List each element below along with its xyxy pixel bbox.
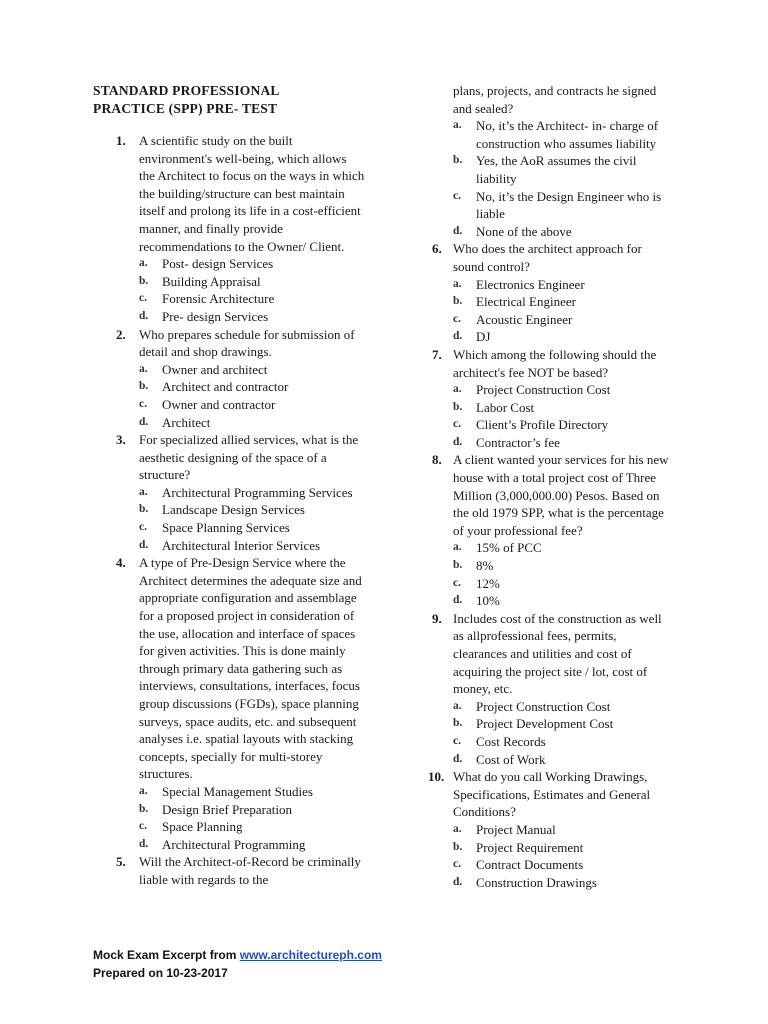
answer-option[interactable] [139, 414, 365, 432]
question-options [453, 381, 672, 451]
answer-option[interactable] [453, 188, 672, 223]
option-text: Cost of Work [476, 751, 546, 767]
question-item [93, 431, 365, 554]
answer-option[interactable] [139, 308, 365, 326]
option-letter: d. [453, 752, 463, 765]
option-text: Project Development Cost [476, 716, 614, 732]
option-text: Client’s Profile Directory [476, 417, 609, 433]
option-letter: a. [139, 784, 148, 797]
option-letter: c. [453, 189, 461, 202]
answer-option[interactable] [453, 698, 672, 716]
answer-option[interactable] [139, 818, 365, 836]
option-letter: b. [139, 380, 149, 393]
option-letter: c. [453, 418, 461, 431]
answer-option[interactable] [453, 821, 672, 839]
option-letter: a. [453, 699, 462, 712]
option-text: Project Manual [476, 821, 556, 837]
option-letter: d. [139, 538, 149, 551]
option-letter: b. [139, 274, 149, 287]
answer-option[interactable] [453, 311, 672, 329]
option-text: Construction Drawings [476, 874, 597, 890]
question-number: 2. [116, 326, 126, 342]
option-letter: b. [453, 559, 463, 572]
option-letter: d. [453, 875, 463, 888]
answer-option[interactable] [453, 557, 672, 575]
option-text: Architectural Programming [162, 836, 306, 852]
answer-option[interactable] [453, 117, 672, 152]
answer-option[interactable] [453, 416, 672, 434]
answer-option[interactable] [139, 396, 365, 414]
question-item [428, 610, 672, 768]
option-letter: b. [139, 503, 149, 516]
question-options [453, 821, 672, 891]
footer [93, 947, 382, 982]
option-letter: c. [453, 576, 461, 589]
option-text: Project Requirement [476, 839, 584, 855]
question-options [139, 484, 365, 554]
question-item [93, 132, 365, 326]
option-letter: b. [139, 802, 149, 815]
title-line-2: PRACTICE (SPP) PRE- TEST [93, 101, 278, 116]
question-text: Which among the following should the architect's fee NOT be based? [453, 346, 657, 380]
answer-option[interactable] [453, 434, 672, 452]
question-item [93, 853, 365, 888]
option-text: Building Appraisal [162, 273, 261, 289]
answer-option[interactable] [453, 293, 672, 311]
option-text: Contract Documents [476, 857, 584, 873]
question-text: Who prepares schedule for submission of detail and shop drawings. [139, 326, 355, 360]
question-continuation [428, 82, 672, 117]
option-text: Labor Cost [476, 399, 535, 415]
question-item [428, 346, 672, 452]
answer-option[interactable] [139, 484, 365, 502]
option-text: Special Management Studies [162, 783, 313, 799]
option-text: No, it’s the Architect- in- charge of construction who assumes liability [476, 118, 659, 151]
question-number: 5. [116, 854, 126, 870]
answer-option[interactable] [453, 223, 672, 241]
question-text: Will the Architect-of-Record be criminally liable with regards to the [139, 854, 361, 887]
option-letter: d. [139, 309, 149, 322]
option-text: Design Brief Preparation [162, 801, 292, 817]
option-letter: a. [453, 277, 462, 290]
answer-option[interactable] [453, 152, 672, 187]
answer-option[interactable] [453, 839, 672, 857]
answer-option[interactable] [139, 519, 365, 537]
question-item [428, 240, 672, 346]
question-options [139, 783, 365, 853]
right-column [428, 82, 672, 891]
question-number: 9. [432, 610, 442, 626]
option-text: Space Planning Services [162, 520, 290, 536]
option-text: 12% [476, 575, 500, 591]
option-text: Acoustic Engineer [476, 311, 573, 327]
question-number: 8. [432, 452, 442, 468]
title-line-1: STANDARD PROFESSIONAL [93, 83, 280, 98]
question-options [139, 361, 365, 431]
answer-option[interactable] [139, 290, 365, 308]
question-text-continued: plans, projects, and contracts he signed and sealed? [453, 83, 657, 116]
option-letter: b. [453, 840, 463, 853]
answer-option[interactable] [453, 381, 672, 399]
answer-option[interactable] [139, 273, 365, 291]
answer-option[interactable] [453, 399, 672, 417]
answer-option[interactable] [453, 733, 672, 751]
question-number: 10. [428, 769, 445, 785]
question-text: A scientific study on the built environment's well-being, which allows the Architect to focus on the ways in which the building/structure can best maintain itself and prolong its life in a cost-efficient manner, and finally provide recommendations to the Owner/ Client. [139, 133, 365, 254]
question-options [428, 117, 672, 240]
option-text: Electronics Engineer [476, 276, 585, 292]
option-text: Architect and contractor [162, 379, 289, 395]
option-text: Cost Records [476, 733, 546, 749]
option-letter: d. [139, 415, 149, 428]
answer-option[interactable] [453, 276, 672, 294]
answer-option[interactable] [453, 856, 672, 874]
option-letter: b. [453, 400, 463, 413]
question-number: 4. [116, 555, 126, 571]
question-text: What do you call Working Drawings, Specifications, Estimates and General Conditions? [453, 769, 651, 820]
question-options [453, 698, 672, 768]
question-options [453, 539, 672, 609]
option-letter: d. [453, 435, 463, 448]
question-text: For specialized allied services, what is the aesthetic designing of the space of a structure? [139, 432, 359, 483]
option-text: None of the above [476, 223, 572, 239]
option-text: Owner and contractor [162, 396, 276, 412]
question-item [428, 451, 672, 609]
option-letter: a. [453, 541, 462, 554]
option-letter: a. [453, 822, 462, 835]
option-text: Project Construction Cost [476, 382, 611, 398]
option-letter: d. [139, 837, 149, 850]
answer-option[interactable] [453, 592, 672, 610]
question-text: Who does the architect approach for sound control? [453, 241, 642, 274]
option-text: No, it’s the Design Engineer who is liable [476, 188, 662, 222]
option-letter: b. [453, 295, 463, 308]
left-column [93, 82, 365, 889]
option-letter: d. [453, 330, 463, 343]
option-text: DJ [476, 329, 491, 345]
option-text: Contractor’s fee [476, 434, 560, 450]
option-letter: a. [139, 257, 148, 270]
option-letter: a. [453, 119, 462, 132]
option-letter: c. [139, 292, 147, 305]
option-text: Landscape Design Services [162, 502, 305, 518]
option-text: 15% of PCC [476, 540, 542, 556]
option-text: Forensic Architecture [162, 291, 275, 307]
option-text: Architect [162, 414, 211, 430]
question-item [93, 326, 365, 432]
option-letter: a. [139, 485, 148, 498]
answer-option[interactable] [453, 715, 672, 733]
option-text: Architectural Interior Services [162, 537, 321, 553]
question-text: A client wanted your services for his new house with a total project cost of Three Million (3,000,000.00) Pesos. Based on the old 1979 SPP, what is the percentage of your professional fee? [453, 452, 669, 538]
question-options [139, 255, 365, 325]
question-number: 3. [116, 432, 126, 448]
option-letter: c. [139, 397, 147, 410]
footer-excerpt-label: Mock Exam Excerpt from [93, 948, 240, 962]
option-text: 10% [476, 593, 500, 609]
answer-option[interactable] [453, 328, 672, 346]
option-text: Yes, the AoR assumes the civil liability [476, 153, 637, 186]
page-title [93, 82, 365, 118]
option-letter: b. [453, 154, 463, 167]
option-letter: c. [453, 734, 461, 747]
option-letter: c. [453, 858, 461, 871]
footer-excerpt-line [93, 947, 382, 965]
answer-option[interactable] [139, 501, 365, 519]
option-text: Space Planning [162, 819, 243, 835]
option-letter: c. [453, 312, 461, 325]
answer-option[interactable] [453, 751, 672, 769]
answer-option[interactable] [139, 255, 365, 273]
option-text: Electrical Engineer [476, 294, 576, 310]
option-letter: c. [139, 521, 147, 534]
option-letter: b. [453, 717, 463, 730]
option-text: Project Construction Cost [476, 698, 611, 714]
option-text: Owner and architect [162, 361, 268, 377]
answer-option[interactable] [139, 378, 365, 396]
question-text: Includes cost of the construction as well as allprofessional fees, permits, clearances and utilities and cost of acquiring the project site / lot, cost of money, etc. [453, 610, 662, 697]
question-number: 6. [432, 241, 442, 257]
question-item [93, 554, 365, 853]
option-text: Pre- design Services [162, 308, 269, 324]
question-number: 1. [116, 133, 126, 148]
option-text: 8% [476, 558, 494, 574]
option-letter: c. [139, 820, 147, 833]
question-options [453, 276, 672, 346]
option-letter: d. [453, 224, 463, 237]
website-link[interactable]: www.architectureph.com [239, 948, 382, 962]
answer-option[interactable] [453, 539, 672, 557]
footer-prepared-date: Prepared on 10-23-2017 [93, 965, 228, 980]
answer-option[interactable] [453, 575, 672, 593]
answer-option[interactable] [139, 801, 365, 819]
answer-option[interactable] [453, 874, 672, 892]
option-letter: a. [139, 362, 148, 375]
answer-option[interactable] [139, 537, 365, 555]
answer-option[interactable] [139, 361, 365, 379]
option-letter: d. [453, 594, 463, 607]
option-letter: a. [453, 383, 462, 396]
answer-option[interactable] [139, 783, 365, 801]
question-text: A type of Pre-Design Service where the Architect determines the adequate size and appropriate configuration and assemblage for a proposed project in consideration of the use, allocation and interface of spaces for given activities. This is done mainly through primary data gathering such as interviews, consultations, interfaces, focus group discussions (FGDs), space planning surveys, space audits, etc. and subsequent analyses i.e. spatial layouts with stacking concepts, specially for multi-storey structures. [139, 555, 362, 782]
answer-option[interactable] [139, 836, 365, 854]
question-number: 7. [432, 346, 442, 362]
question-item [428, 768, 672, 891]
option-text: Post- design Services [162, 256, 274, 272]
option-text: Architectural Programming Services [162, 484, 353, 500]
